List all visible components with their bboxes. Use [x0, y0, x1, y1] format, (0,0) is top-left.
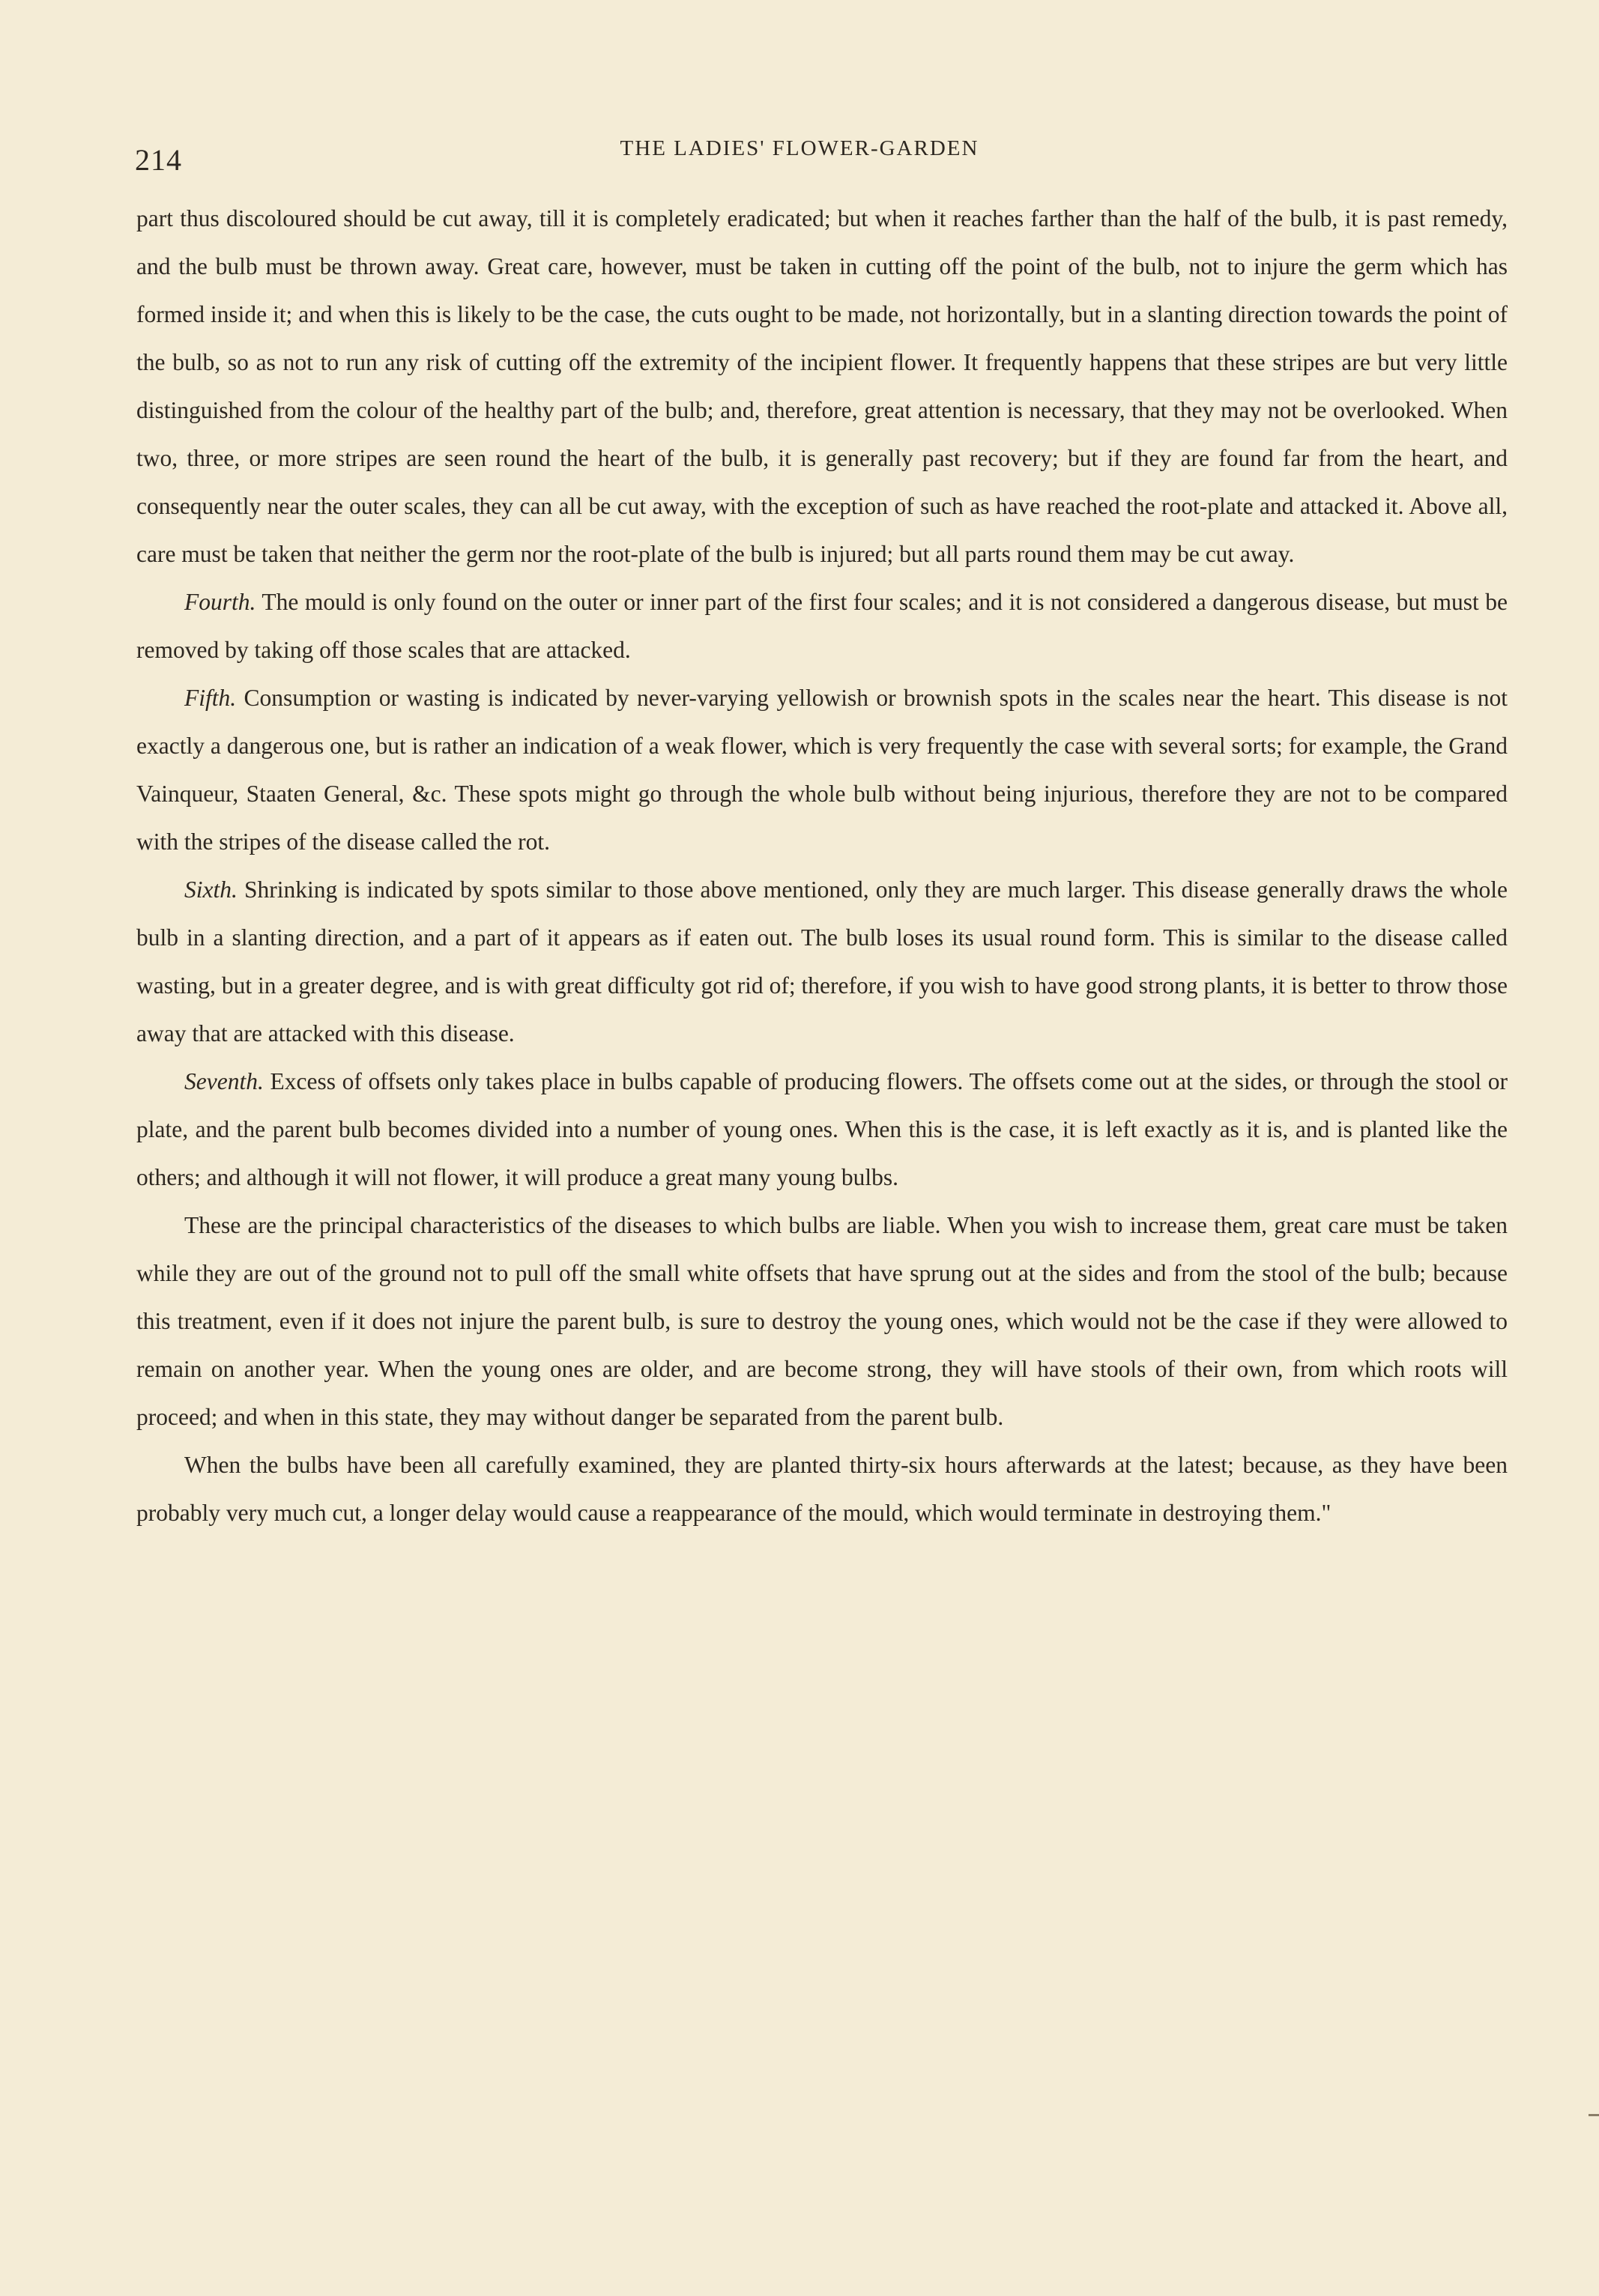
paragraph-lead: Sixth.	[184, 876, 238, 903]
paragraph-lead: Seventh.	[184, 1068, 264, 1094]
running-title: THE LADIES' FLOWER-GARDEN	[620, 136, 979, 160]
paragraph-text: These are the principal characteristics of the diseases to which bulbs are liable. When you wish to increase them, great care must be taken while they are out of the ground not to pull off the small white offsets that have sprung out at the sides and from the stool of the bulb; because this treatment, even if it does not injure the parent bulb, is sure to destroy the young ones, which would not be the case if they were allowed to remain on another year. When the young ones are older, and are become strong, they will have stools of their own, from which roots will proceed; and when in this state, they may without danger be separated from the parent bulb.	[136, 1212, 1508, 1430]
paragraph-text: The mould is only found on the outer or inner part of the first four scales; and it is not considered a dangerous disease, but must be removed by taking off those scales that are attacked.	[136, 589, 1508, 663]
paragraph-fourth	[136, 578, 1508, 674]
paragraph-sixth	[136, 866, 1508, 1058]
page-number: 214	[135, 143, 182, 177]
paragraph-continuation	[136, 195, 1508, 578]
paragraph-lead: Fifth.	[184, 685, 237, 711]
paragraph-closing	[136, 1441, 1508, 1537]
paragraph-text: When the bulbs have been all carefully examined, they are planted thirty-six hours afterwards at the latest; because, as they have been probably very much cut, a longer delay would cause a reappearance of the mould, which would terminate in destroying them."	[136, 1452, 1508, 1526]
paragraph-fifth	[136, 674, 1508, 866]
paragraph-summary	[136, 1202, 1508, 1441]
paragraph-lead: Fourth.	[184, 589, 256, 615]
paragraph-text: Consumption or wasting is indicated by never-varying yellowish or brownish spots in the scales near the heart. This disease is not exactly a dangerous one, but is rather an indication of a weak flower, which is very frequently the case with several sorts; for example, the Grand Vainqueur, Staaten General, &c. These spots might go through the whole bulb without being injurious, therefore they are not to be compared with the stripes of the disease called the rot.	[136, 685, 1508, 855]
paragraph-text: part thus discoloured should be cut away, till it is completely eradicated; but when it reaches farther than the half of the bulb, it is past remedy, and the bulb must be thrown away. Great care, however, must be taken in cutting off the point of the bulb, not to injure the germ which has formed inside it; and when this is likely to be the case, the cuts ought to be made, not horizontally, but in a slanting direction towards the point of the bulb, so as not to run any risk of cutting off the extremity of the incipient flower. It frequently happens that these stripes are but very little distinguished from the colour of the healthy part of the bulb; and, therefore, great attention is necessary, that they may not be overlooked. When two, three, or more stripes are seen round the heart of the bulb, it is generally past recovery; but if they are found far from the heart, and consequently near the outer scales, they can all be cut away, with the exception of such as have reached the root-plate and attacked it. Above all, care must be taken that neither the germ nor the root-plate of the bulb is injured; but all parts round them may be cut away.	[136, 205, 1508, 567]
body-text	[136, 195, 1508, 1537]
page-edge-mark	[1589, 2114, 1599, 2116]
paragraph-seventh	[136, 1058, 1508, 1202]
paragraph-text: Excess of offsets only takes place in bulbs capable of producing flowers. The offsets come out at the sides, or through the stool or plate, and the parent bulb becomes divided into a number of young ones. When this is the case, it is left exactly as it is, and is planted like the others; and although it will not flower, it will produce a great many young bulbs.	[136, 1068, 1508, 1190]
paragraph-text: Shrinking is indicated by spots similar to those above mentioned, only they are much larger. This disease generally draws the whole bulb in a slanting direction, and a part of it appears as if eaten out. The bulb loses its usual round form. This is similar to the disease called wasting, but in a greater degree, and is with great difficulty got rid of; therefore, if you wish to have good strong plants, it is better to throw those away that are attacked with this disease.	[136, 876, 1508, 1046]
